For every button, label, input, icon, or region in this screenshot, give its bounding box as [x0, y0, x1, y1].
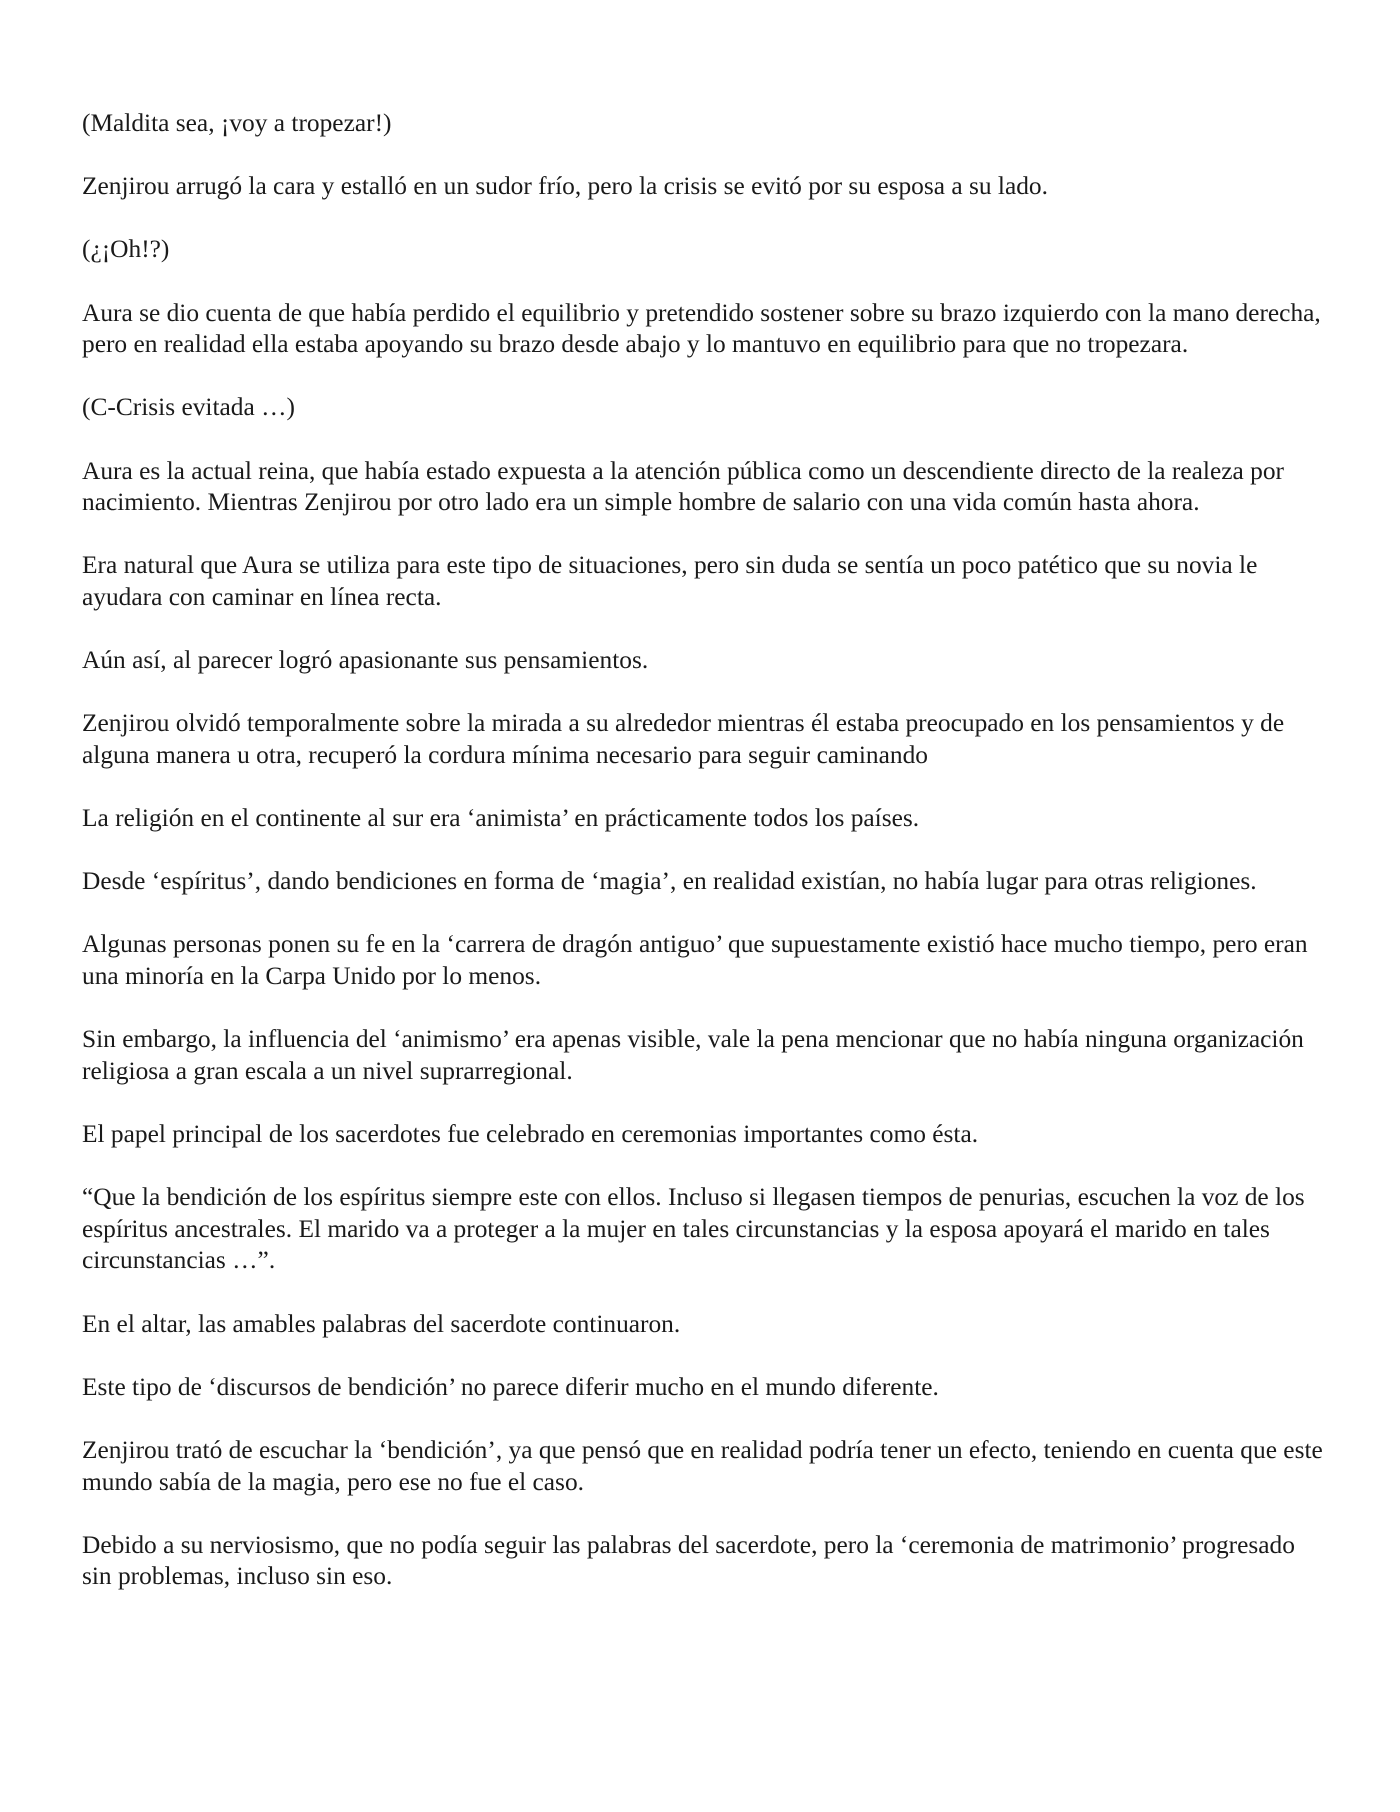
paragraph-12: Algunas personas ponen su fe en la ‘carrera de dragón antiguo’ que supuestamente existió hace mucho tiempo, pero eran una minoría en la Carpa Unido por lo menos.	[82, 930, 1308, 991]
paragraph-19: Debido a su nerviosismo, que no podía seguir las palabras del sacerdote, pero la ‘ceremonia de matrimonio’ progresado sin problemas, incluso sin eso.	[82, 1530, 1295, 1591]
paragraph-3: (¿¡Oh!?)	[82, 235, 170, 264]
paragraph-7: Era natural que Aura se utiliza para este tipo de situaciones, pero sin duda se sentía un poco patético que su novia le ayudara con caminar en línea recta.	[82, 551, 1258, 611]
paragraph-17: Este tipo de ‘discursos de bendición’ no parece diferir mucho en el mundo diferente.	[82, 1372, 939, 1401]
paragraph-15: “Que la bendición de los espíritus siempre este con ellos. Incluso si llegasen tiempos de penurias, escuchen la voz de los espíritus ancestrales. El marido va a proteger a la mujer en tales circunstancias y la esposa apoyará el marido en tales circunstancias …”.	[82, 1183, 1305, 1275]
paragraph-6: Aura es la actual reina, que había estado expuesta a la atención pública como un descendiente directo de la realeza por nacimiento. Mientras Zenjirou por otro lado era un simple hombre de salario con una vida común hasta ahora.	[82, 456, 1284, 517]
paragraph-18: Zenjirou trató de escuchar la ‘bendición’, ya que pensó que en realidad podría tener un efecto, teniendo en cuenta que este mundo sabía de la magia, pero ese no fue el caso.	[82, 1435, 1323, 1496]
paragraph-13: Sin embargo, la influencia del ‘animismo’ era apenas visible, vale la pena mencionar que no había ninguna organización religiosa a gran escala a un nivel suprarregional.	[82, 1025, 1304, 1085]
paragraph-8: Aún así, al parecer logró apasionante sus pensamientos.	[82, 646, 649, 675]
document-body	[82, 108, 1328, 1593]
paragraph-11: Desde ‘espíritus’, dando bendiciones en forma de ‘magia’, en realidad existían, no había lugar para otras religiones.	[82, 867, 1257, 896]
paragraph-2: Zenjirou arrugó la cara y estalló en un sudor frío, pero la crisis se evitó por su esposa a su lado.	[82, 172, 1048, 201]
paragraph-10: La religión en el continente al sur era ‘animista’ en prácticamente todos los países.	[82, 804, 920, 833]
paragraph-9: Zenjirou olvidó temporalmente sobre la mirada a su alrededor mientras él estaba preocupado en los pensamientos y de alguna manera u otra, recuperó la cordura mínima necesario para seguir caminando	[82, 709, 1285, 769]
paragraph-1: (Maldita sea, ¡voy a tropezar!)	[82, 109, 392, 137]
paragraph-5: (C-Crisis evitada …)	[82, 393, 295, 422]
paragraph-4: Aura se dio cuenta de que había perdido el equilibrio y pretendido sostener sobre su brazo izquierdo con la mano derecha, pero en realidad ella estaba apoyando su brazo desde abajo y lo mantuvo en equilibrio para que no tropezara.	[82, 298, 1321, 359]
paragraph-14: El papel principal de los sacerdotes fue celebrado en ceremonias importantes como ésta.	[82, 1120, 979, 1148]
paragraph-16: En el altar, las amables palabras del sacerdote continuaron.	[82, 1309, 681, 1338]
